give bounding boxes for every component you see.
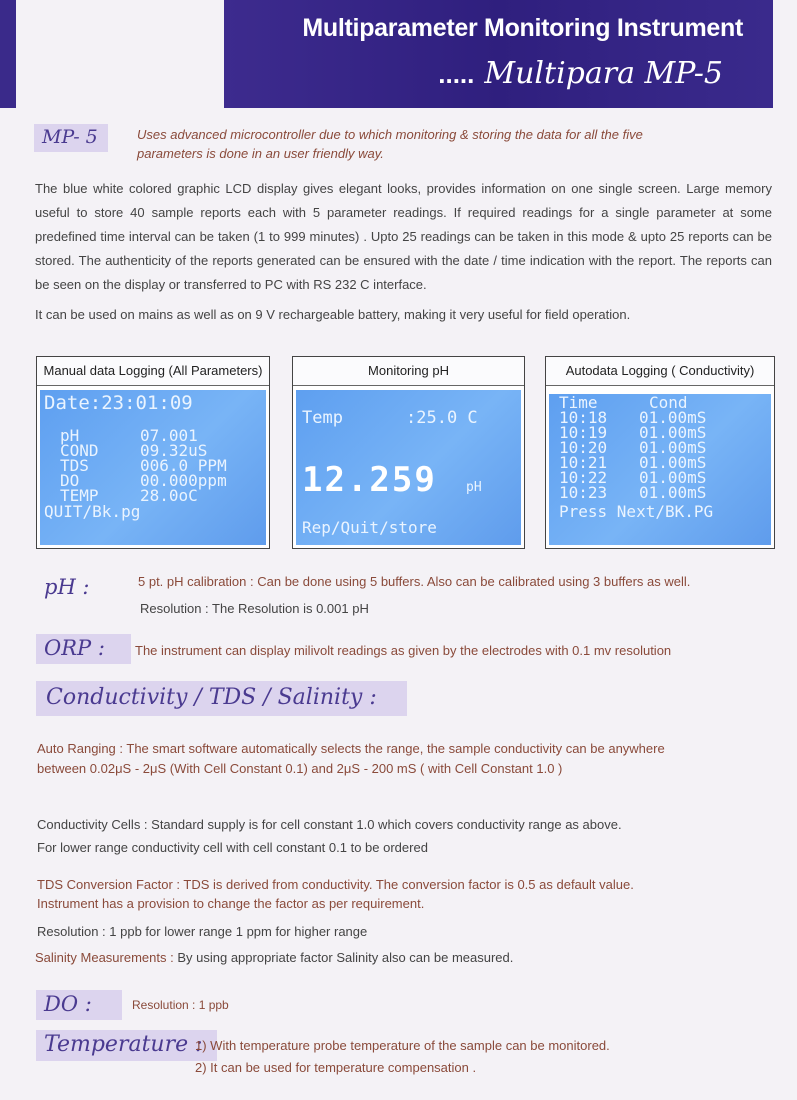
panel-manual-logging	[36, 356, 270, 549]
lcd-value-do: 00.000ppm	[140, 471, 227, 490]
subtitle-dots: .....	[438, 59, 475, 89]
tds-line2: Instrument has a provision to change the factor as per requirement.	[37, 896, 425, 911]
orp-text: The instrument can display milivolt readings as given by the electrodes with 0.1 mv resolution	[135, 643, 672, 658]
temperature-line2: 2) It can be used for temperature compensation .	[195, 1060, 477, 1075]
ph-resolution-text: Resolution : The Resolution is 0.001 pH	[140, 601, 369, 616]
lcd-footer: Rep/Quit/store	[302, 518, 437, 537]
cells-line2: For lower range conductivity cell with cell constant 0.1 to be ordered	[37, 840, 428, 855]
intro-body-2: It can be used on mains as well as on 9 V rechargeable battery, making it very useful for field operation.	[35, 307, 631, 322]
lcd-footer: QUIT/Bk.pg	[44, 502, 141, 521]
lcd-cond-2: 01.00mS	[639, 423, 707, 442]
lcd-label-cond: COND	[60, 441, 99, 460]
mp5-tag: MP- 5	[34, 124, 108, 152]
cells-line1: Conductivity Cells : Standard supply is for cell constant 1.0 which covers conductivity range as above.	[37, 817, 622, 832]
page-title: Multiparameter Monitoring Instrument	[302, 14, 743, 42]
lcd-value-cond: 09.32uS	[140, 441, 208, 460]
lcd-time-1: 10:18	[559, 408, 608, 427]
salinity-label: Salinity Measurements :	[35, 950, 174, 965]
lcd-cond-5: 01.00mS	[639, 468, 707, 487]
lcd-temp-label: Temp	[302, 408, 343, 428]
temperature-line1: 1) With temperature probe temperature of the sample can be monitored.	[195, 1038, 610, 1053]
lcd-label-ph: pH	[60, 426, 80, 445]
lcd-date: Date:23:01:09	[44, 392, 193, 414]
panel-title: Monitoring pH	[293, 357, 524, 386]
do-tag: DO :	[36, 990, 122, 1020]
header-banner	[224, 0, 773, 108]
lcd-head-cond: Cond	[649, 394, 688, 412]
salinity-text	[35, 950, 513, 965]
product-name: Multipara MP-5	[484, 56, 723, 91]
auto-ranging-line1: Auto Ranging : The smart software automatically selects the range, the sample conductivity can be anywhere	[37, 741, 665, 756]
left-accent-bar	[0, 0, 16, 108]
lcd-label-temp: TEMP	[60, 486, 99, 505]
lcd-head-time: Time	[559, 394, 598, 412]
intro-lead-line2: parameters is done in an user friendly way.	[137, 146, 384, 161]
do-resolution: Resolution : 1 ppb	[132, 998, 229, 1012]
lcd-ph-value: 12.259	[302, 460, 437, 500]
lcd-value-ph: 07.001	[140, 426, 198, 445]
lcd-cond-6: 01.00mS	[639, 483, 707, 502]
panel-title: Autodata Logging ( Conductivity)	[546, 357, 774, 386]
lcd-manual	[40, 390, 266, 545]
ph-tag: pH :	[44, 575, 90, 599]
lcd-label-tds: TDS	[60, 456, 89, 475]
lcd-value-tds: 006.0 PPM	[140, 456, 227, 475]
lcd-monitoring	[296, 390, 521, 545]
lcd-time-2: 10:19	[559, 423, 608, 442]
lcd-temp-value: :25.0 C	[406, 408, 478, 428]
lcd-time-5: 10:22	[559, 468, 608, 487]
orp-tag: ORP :	[36, 634, 131, 664]
conductivity-resolution: Resolution : 1 ppb for lower range 1 ppm for higher range	[37, 924, 368, 939]
lcd-cond-3: 01.00mS	[639, 438, 707, 457]
lcd-autodata	[549, 394, 771, 545]
lcd-time-6: 10:23	[559, 483, 608, 502]
lcd-cond-4: 01.00mS	[639, 453, 707, 472]
page-subtitle	[438, 56, 723, 91]
intro-lead-line1: Uses advanced microcontroller due to which monitoring & storing the data for all the five	[137, 127, 643, 142]
lcd-footer: Press Next/BK.PG	[559, 502, 714, 521]
lcd-time-3: 10:20	[559, 438, 608, 457]
tds-line1: TDS Conversion Factor : TDS is derived from conductivity. The conversion factor is 0.5 as default value.	[37, 877, 634, 892]
panel-monitoring-ph	[292, 356, 525, 549]
salinity-body: By using appropriate factor Salinity also can be measured.	[173, 950, 514, 965]
intro-body: The blue white colored graphic LCD display gives elegant looks, provides information on one single screen. Large memory useful to store 40 sample reports each with 5 parameter readings. If required readings for a single parameter at some predefined time interval can be taken (1 to 999 minutes) . Upto 25 readings can be taken in this mode & upto 25 reports can be stored. The authenticity of the reports generated can be ensured with the date / time indication with the report. The reports can be seen on the display or transferred to PC with RS 232 C interface.	[35, 181, 772, 292]
conductivity-tag: Conductivity / TDS / Salinity :	[36, 681, 407, 716]
lcd-value-temp: 28.0oC	[140, 486, 198, 505]
lcd-time-4: 10:21	[559, 453, 608, 472]
temperature-tag: Temperature :	[36, 1030, 217, 1061]
panel-title: Manual data Logging (All Parameters)	[37, 357, 269, 386]
lcd-ph-unit: pH	[466, 480, 482, 495]
lcd-label-do: DO	[60, 471, 80, 490]
panel-autodata-logging	[545, 356, 775, 549]
lcd-cond-1: 01.00mS	[639, 408, 707, 427]
ph-calibration-text: 5 pt. pH calibration : Can be done using 5 buffers. Also can be calibrated using 3 buffers as well.	[138, 574, 691, 589]
auto-ranging-line2: between 0.02μS - 2μS (With Cell Constant 0.1) and 2μS - 200 mS ( with Cell Constant 1.0 )	[37, 761, 563, 776]
